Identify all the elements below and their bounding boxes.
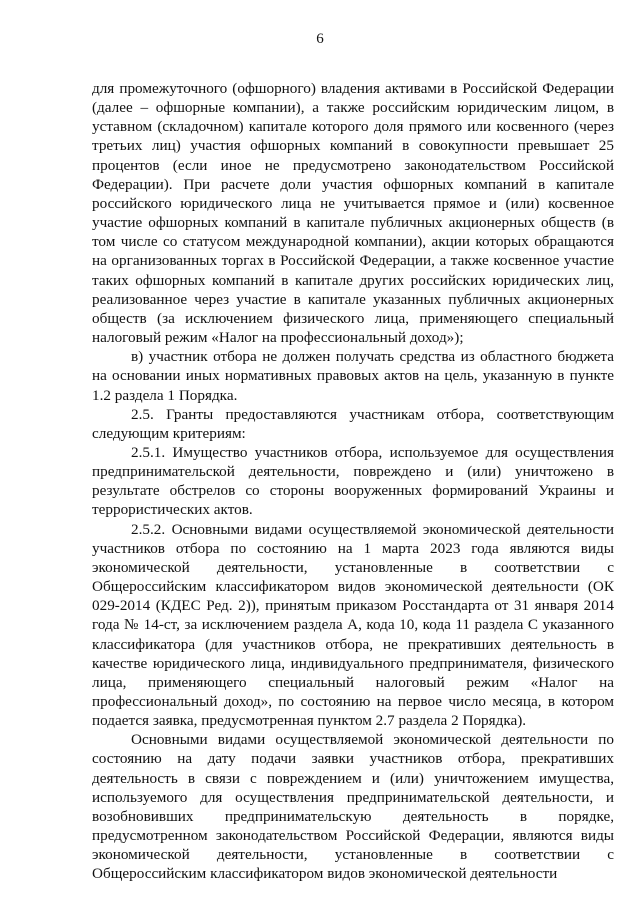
paragraph-2-5: 2.5. Гранты предоставляются участникам отбора, соответствующим следующим критериям: (92, 405, 614, 442)
paragraph-2-5-1: 2.5.1. Имущество участников отбора, используемое для осуществления предпринимательской деятельности, повреждено и (или) уничтожено в результате обстрелов со стороны вооруженных формирований Украины и террористических актов. (92, 443, 614, 519)
paragraph-offshore-definition: для промежуточного (офшорного) владения активами в Российской Федерации (далее – офшорные компании), а также российским юридическим лицом, в уставном (складочном) капитале которого доля прямого или косвенного (через третьих лиц) участия офшорных компаний в совокупности превышает 25 процентов (если иное не предусмотрено законодательством Российской Федерации). При расчете доли участия офшорных компаний в капитале российского юридического лица не учитывается прямое и (или) косвенное участие офшорных компаний в капитале публичных акционерных обществ (в том числе со статусом международной компании), акции которых обращаются на организованных торгах в Российской Федерации, а также косвенное участие таких офшорных компаний в капитале других российских юридических лиц, реализованное через участие в капитале указанных публичных акционерных обществ (за исключением физического лица, применяющего специальный налоговый режим «Налог на профессиональный доход»); (92, 80, 614, 347)
page-number: 6 (316, 31, 324, 47)
paragraph-item-v: в) участник отбора не должен получать средства из областного бюджета на основании иных нормативных правовых актов на цель, указанную в пункте 1.2 раздела 1 Порядка. (92, 348, 614, 404)
paragraph-2-5-2: 2.5.2. Основными видами осуществляемой экономической деятельности участников отбора по состоянию на 1 марта 2023 года являются виды экономической деятельности, установленные в соответствии с Общероссийским классификатором видов экономической деятельности (ОК 029-2014 (КДЕС Ред. 2)), принятым приказом Росстандарта от 31 января 2014 года № 14-ст, за исключением раздела А, кода 10, кода 11 раздела С указанного классификатора (для участников отбора, не прекративших деятельность в качестве юридического лица, индивидуального предпринимателя, физического лица, применяющего специальный налоговый режим «Налог на профессиональный доход», по состоянию на первое число месяца, в котором подается заявка, предусмотренная пунктом 2.7 раздела 2 Порядка). (92, 520, 614, 730)
document-body (92, 79, 614, 884)
paragraph-main-activities: Основными видами осуществляемой экономической деятельности по состоянию на дату подачи заявки участников отбора, прекративших деятельность в связи с повреждением и (или) уничтожением имущества, используемого для осуществления предпринимательской деятельности, и возобновивших предпринимательскую деятельность в порядке, предусмотренном законодательством Российской Федерации, являются виды экономической деятельности, установленные в соответствии с Общероссийским классификатором видов экономической деятельности (92, 731, 614, 883)
